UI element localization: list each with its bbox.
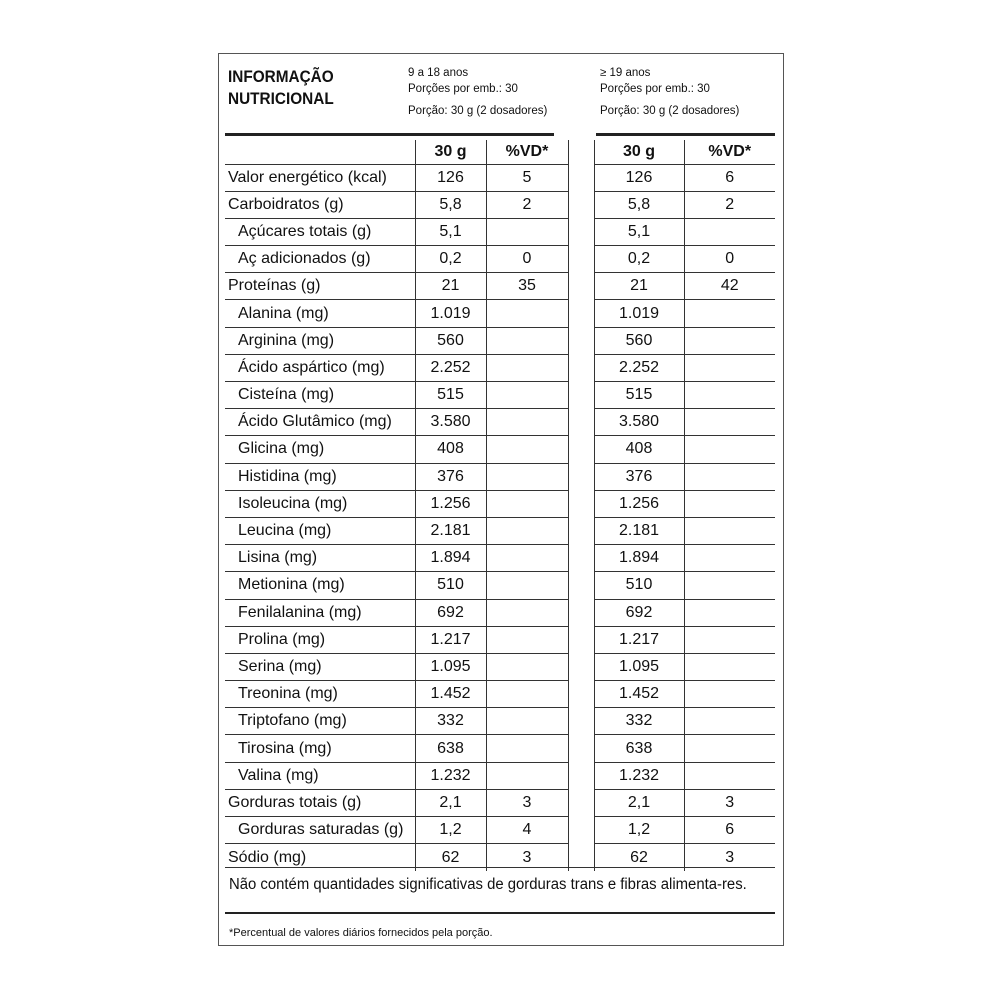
g1-amount: 1.256 [415, 490, 486, 517]
table-row [225, 246, 775, 273]
spacer [568, 735, 594, 762]
spacer [568, 140, 594, 164]
nutrient-name: Gorduras saturadas (g) [225, 817, 415, 844]
g1-amount: 1.019 [415, 300, 486, 327]
nutrient-name: Leucina (mg) [225, 517, 415, 544]
group1-portion: Porção: 30 g (2 dosadores) [408, 105, 548, 117]
group1-info [408, 65, 547, 119]
g2-amount: 1.095 [594, 653, 684, 680]
g1-amount: 2.252 [415, 354, 486, 381]
group2-servings: Porções por emb.: 30 [600, 83, 710, 95]
table-row [225, 218, 775, 245]
nutrient-name: Serina (mg) [225, 653, 415, 680]
g2-dv [684, 762, 775, 789]
g2-amount: 62 [594, 844, 684, 871]
table-row [225, 409, 775, 436]
group2-age: ≥ 19 anos [600, 67, 651, 79]
nutrient-name: Metionina (mg) [225, 572, 415, 599]
g1-amount: 1.452 [415, 681, 486, 708]
col-g2-amount: 30 g [594, 140, 684, 164]
g1-dv [486, 354, 568, 381]
spacer [568, 599, 594, 626]
nutrient-name: Lisina (mg) [225, 545, 415, 572]
g2-amount: 638 [594, 735, 684, 762]
col-g1-amount: 30 g [415, 140, 486, 164]
title-line-2: NUTRICIONAL [228, 90, 334, 108]
table-row [225, 436, 775, 463]
g2-amount: 2.181 [594, 517, 684, 544]
g2-amount: 560 [594, 327, 684, 354]
g1-dv [486, 572, 568, 599]
table-row [225, 789, 775, 816]
g1-dv [486, 653, 568, 680]
col-g1-dv: %VD* [486, 140, 568, 164]
spacer [568, 409, 594, 436]
nutrient-name: Histidina (mg) [225, 463, 415, 490]
g2-dv [684, 463, 775, 490]
table-row [225, 762, 775, 789]
table-row [225, 626, 775, 653]
g2-dv: 6 [684, 817, 775, 844]
g1-dv: 2 [486, 191, 568, 218]
nutrient-name: Cisteína (mg) [225, 382, 415, 409]
spacer [568, 164, 594, 191]
nutrient-name: Sódio (mg) [228, 848, 307, 866]
g2-dv [684, 300, 775, 327]
column-header-row [225, 140, 775, 164]
g2-amount: 332 [594, 708, 684, 735]
spacer [568, 545, 594, 572]
nutrient-name: Aç adicionados (g) [225, 246, 415, 273]
g1-dv: 3 [486, 844, 568, 871]
g2-amount: 21 [594, 273, 684, 300]
nutrient-name: Alanina (mg) [225, 300, 415, 327]
nutrient-name: Treonina (mg) [225, 681, 415, 708]
table-row [225, 327, 775, 354]
g2-dv: 3 [725, 848, 735, 866]
table-row [225, 300, 775, 327]
g2-amount: 0,2 [594, 246, 684, 273]
g2-dv: 0 [684, 246, 775, 273]
nutrient-name: Açúcares totais (g) [225, 218, 415, 245]
g1-amount: 2.181 [415, 517, 486, 544]
g1-dv [486, 708, 568, 735]
g1-amount: 408 [415, 436, 486, 463]
g2-dv [684, 599, 775, 626]
spacer [568, 817, 594, 844]
table-row [225, 382, 775, 409]
nutrition-table [225, 140, 775, 871]
g2-dv: 3 [684, 789, 775, 816]
spacer [568, 463, 594, 490]
table-row [225, 545, 775, 572]
nutrient-name: Arginina (mg) [225, 327, 415, 354]
g2-dv [684, 409, 775, 436]
table-row [225, 517, 775, 544]
nutrient-name: Glicina (mg) [225, 436, 415, 463]
spacer [568, 653, 594, 680]
g2-dv [684, 327, 775, 354]
g1-dv: 35 [486, 273, 568, 300]
header-rule-right [596, 133, 775, 136]
g2-dv [684, 735, 775, 762]
g2-amount: 3.580 [594, 409, 684, 436]
table-row [225, 164, 775, 191]
g1-dv [486, 300, 568, 327]
g2-amount: 1.232 [594, 762, 684, 789]
spacer [568, 708, 594, 735]
g1-amount: 692 [415, 599, 486, 626]
table-row [225, 191, 775, 218]
g2-amount: 126 [594, 164, 684, 191]
spacer [568, 572, 594, 599]
col-g2-dv: %VD* [684, 140, 775, 164]
g1-amount: 3.580 [415, 409, 486, 436]
g2-amount: 510 [594, 572, 684, 599]
title-line-1: INFORMAÇÃO [228, 68, 334, 86]
table-row [225, 354, 775, 381]
g1-amount: 1.894 [415, 545, 486, 572]
g2-amount: 376 [594, 463, 684, 490]
nutrient-name: Valina (mg) [225, 762, 415, 789]
g2-amount: 1.217 [594, 626, 684, 653]
nutrient-name: Isoleucina (mg) [225, 490, 415, 517]
trans-fat-note: Não contém quantidades significativas de gorduras trans e fibras alimenta-res. [229, 876, 747, 893]
g2-dv: 2 [684, 191, 775, 218]
spacer [568, 382, 594, 409]
nutrient-name: Ácido aspártico (mg) [225, 354, 415, 381]
g2-dv [684, 490, 775, 517]
group2-portion: Porção: 30 g (2 dosadores) [600, 105, 740, 117]
g2-amount: 1,2 [594, 817, 684, 844]
header-empty-cell [225, 140, 415, 164]
nutrient-name: Ácido Glutâmico (mg) [225, 409, 415, 436]
g2-dv [684, 218, 775, 245]
g1-amount: 376 [415, 463, 486, 490]
g1-amount: 5,1 [415, 218, 486, 245]
g1-amount: 1.095 [415, 653, 486, 680]
spacer [568, 300, 594, 327]
g1-dv [486, 517, 568, 544]
spacer [568, 273, 594, 300]
spacer [568, 327, 594, 354]
g1-amount: 0,2 [415, 246, 486, 273]
table-row [225, 817, 775, 844]
group1-servings: Porções por emb.: 30 [408, 83, 518, 95]
table-row [225, 490, 775, 517]
g2-amount: 1.019 [594, 300, 684, 327]
nutrient-name: Tirosina (mg) [225, 735, 415, 762]
g1-dv: 4 [486, 817, 568, 844]
table-bottom-rule [225, 867, 775, 868]
note-rule [225, 912, 775, 914]
spacer [568, 354, 594, 381]
g1-dv: 0 [486, 246, 568, 273]
spacer [568, 191, 594, 218]
g2-amount: 1.256 [594, 490, 684, 517]
g2-amount: 515 [594, 382, 684, 409]
g1-amount: 515 [415, 382, 486, 409]
g1-dv [486, 735, 568, 762]
footnote: *Percentual de valores diários fornecidos pela porção. [229, 927, 493, 939]
g1-dv [486, 327, 568, 354]
g1-dv [486, 626, 568, 653]
g2-dv [684, 354, 775, 381]
table-row [225, 735, 775, 762]
table-row [225, 599, 775, 626]
table-row [225, 572, 775, 599]
nutrient-name: Proteínas (g) [225, 273, 415, 300]
g2-amount: 5,1 [594, 218, 684, 245]
g2-amount: 5,8 [594, 191, 684, 218]
table-row [225, 463, 775, 490]
g1-dv [486, 490, 568, 517]
spacer [568, 762, 594, 789]
g1-dv [486, 382, 568, 409]
g1-amount: 1.232 [415, 762, 486, 789]
spacer [568, 490, 594, 517]
g1-amount: 638 [415, 735, 486, 762]
g2-dv [684, 572, 775, 599]
g1-amount: 2,1 [415, 789, 486, 816]
g1-dv [486, 409, 568, 436]
group1-age: 9 a 18 anos [408, 67, 469, 79]
g1-dv [486, 218, 568, 245]
g2-amount: 1.894 [594, 545, 684, 572]
g1-dv: 3 [486, 789, 568, 816]
g1-amount: 1,2 [415, 817, 486, 844]
g1-dv [486, 681, 568, 708]
g1-amount: 21 [415, 273, 486, 300]
g2-dv [684, 626, 775, 653]
table-row [225, 681, 775, 708]
spacer [568, 246, 594, 273]
group2-info [600, 65, 739, 119]
g2-dv [684, 708, 775, 735]
nutrient-name: Valor energético (kcal) [225, 164, 415, 191]
nutrient-name: Prolina (mg) [225, 626, 415, 653]
spacer [568, 436, 594, 463]
g1-amount: 332 [415, 708, 486, 735]
g2-amount: 692 [594, 599, 684, 626]
g2-amount: 1.452 [594, 681, 684, 708]
g1-dv [486, 436, 568, 463]
g1-dv [486, 599, 568, 626]
spacer [568, 789, 594, 816]
table-row [225, 653, 775, 680]
g2-dv [684, 545, 775, 572]
g1-amount: 560 [415, 327, 486, 354]
g1-amount: 62 [415, 844, 486, 871]
g2-dv [684, 653, 775, 680]
g2-dv [684, 382, 775, 409]
g1-dv: 5 [486, 164, 568, 191]
g2-dv [684, 436, 775, 463]
g2-dv: 6 [684, 164, 775, 191]
g1-amount: 1.217 [415, 626, 486, 653]
g2-dv [684, 681, 775, 708]
spacer [568, 218, 594, 245]
spacer [568, 626, 594, 653]
g2-amount: 2.252 [594, 354, 684, 381]
label-title [228, 66, 334, 110]
g1-dv [486, 463, 568, 490]
nutrient-name: Fenilalanina (mg) [225, 599, 415, 626]
spacer [568, 681, 594, 708]
nutrient-name: Triptofano (mg) [225, 708, 415, 735]
g2-amount: 2,1 [594, 789, 684, 816]
g2-dv: 42 [684, 273, 775, 300]
g2-amount: 408 [594, 436, 684, 463]
g1-amount: 510 [415, 572, 486, 599]
nutrient-name: Carboidratos (g) [225, 191, 415, 218]
table-row [225, 708, 775, 735]
nutrient-name: Gorduras totais (g) [225, 789, 415, 816]
g2-dv [684, 517, 775, 544]
spacer [568, 517, 594, 544]
g1-dv [486, 762, 568, 789]
header-rule-left [225, 133, 554, 136]
table-row [225, 273, 775, 300]
g1-dv [486, 545, 568, 572]
g1-amount: 126 [415, 164, 486, 191]
g1-amount: 5,8 [415, 191, 486, 218]
